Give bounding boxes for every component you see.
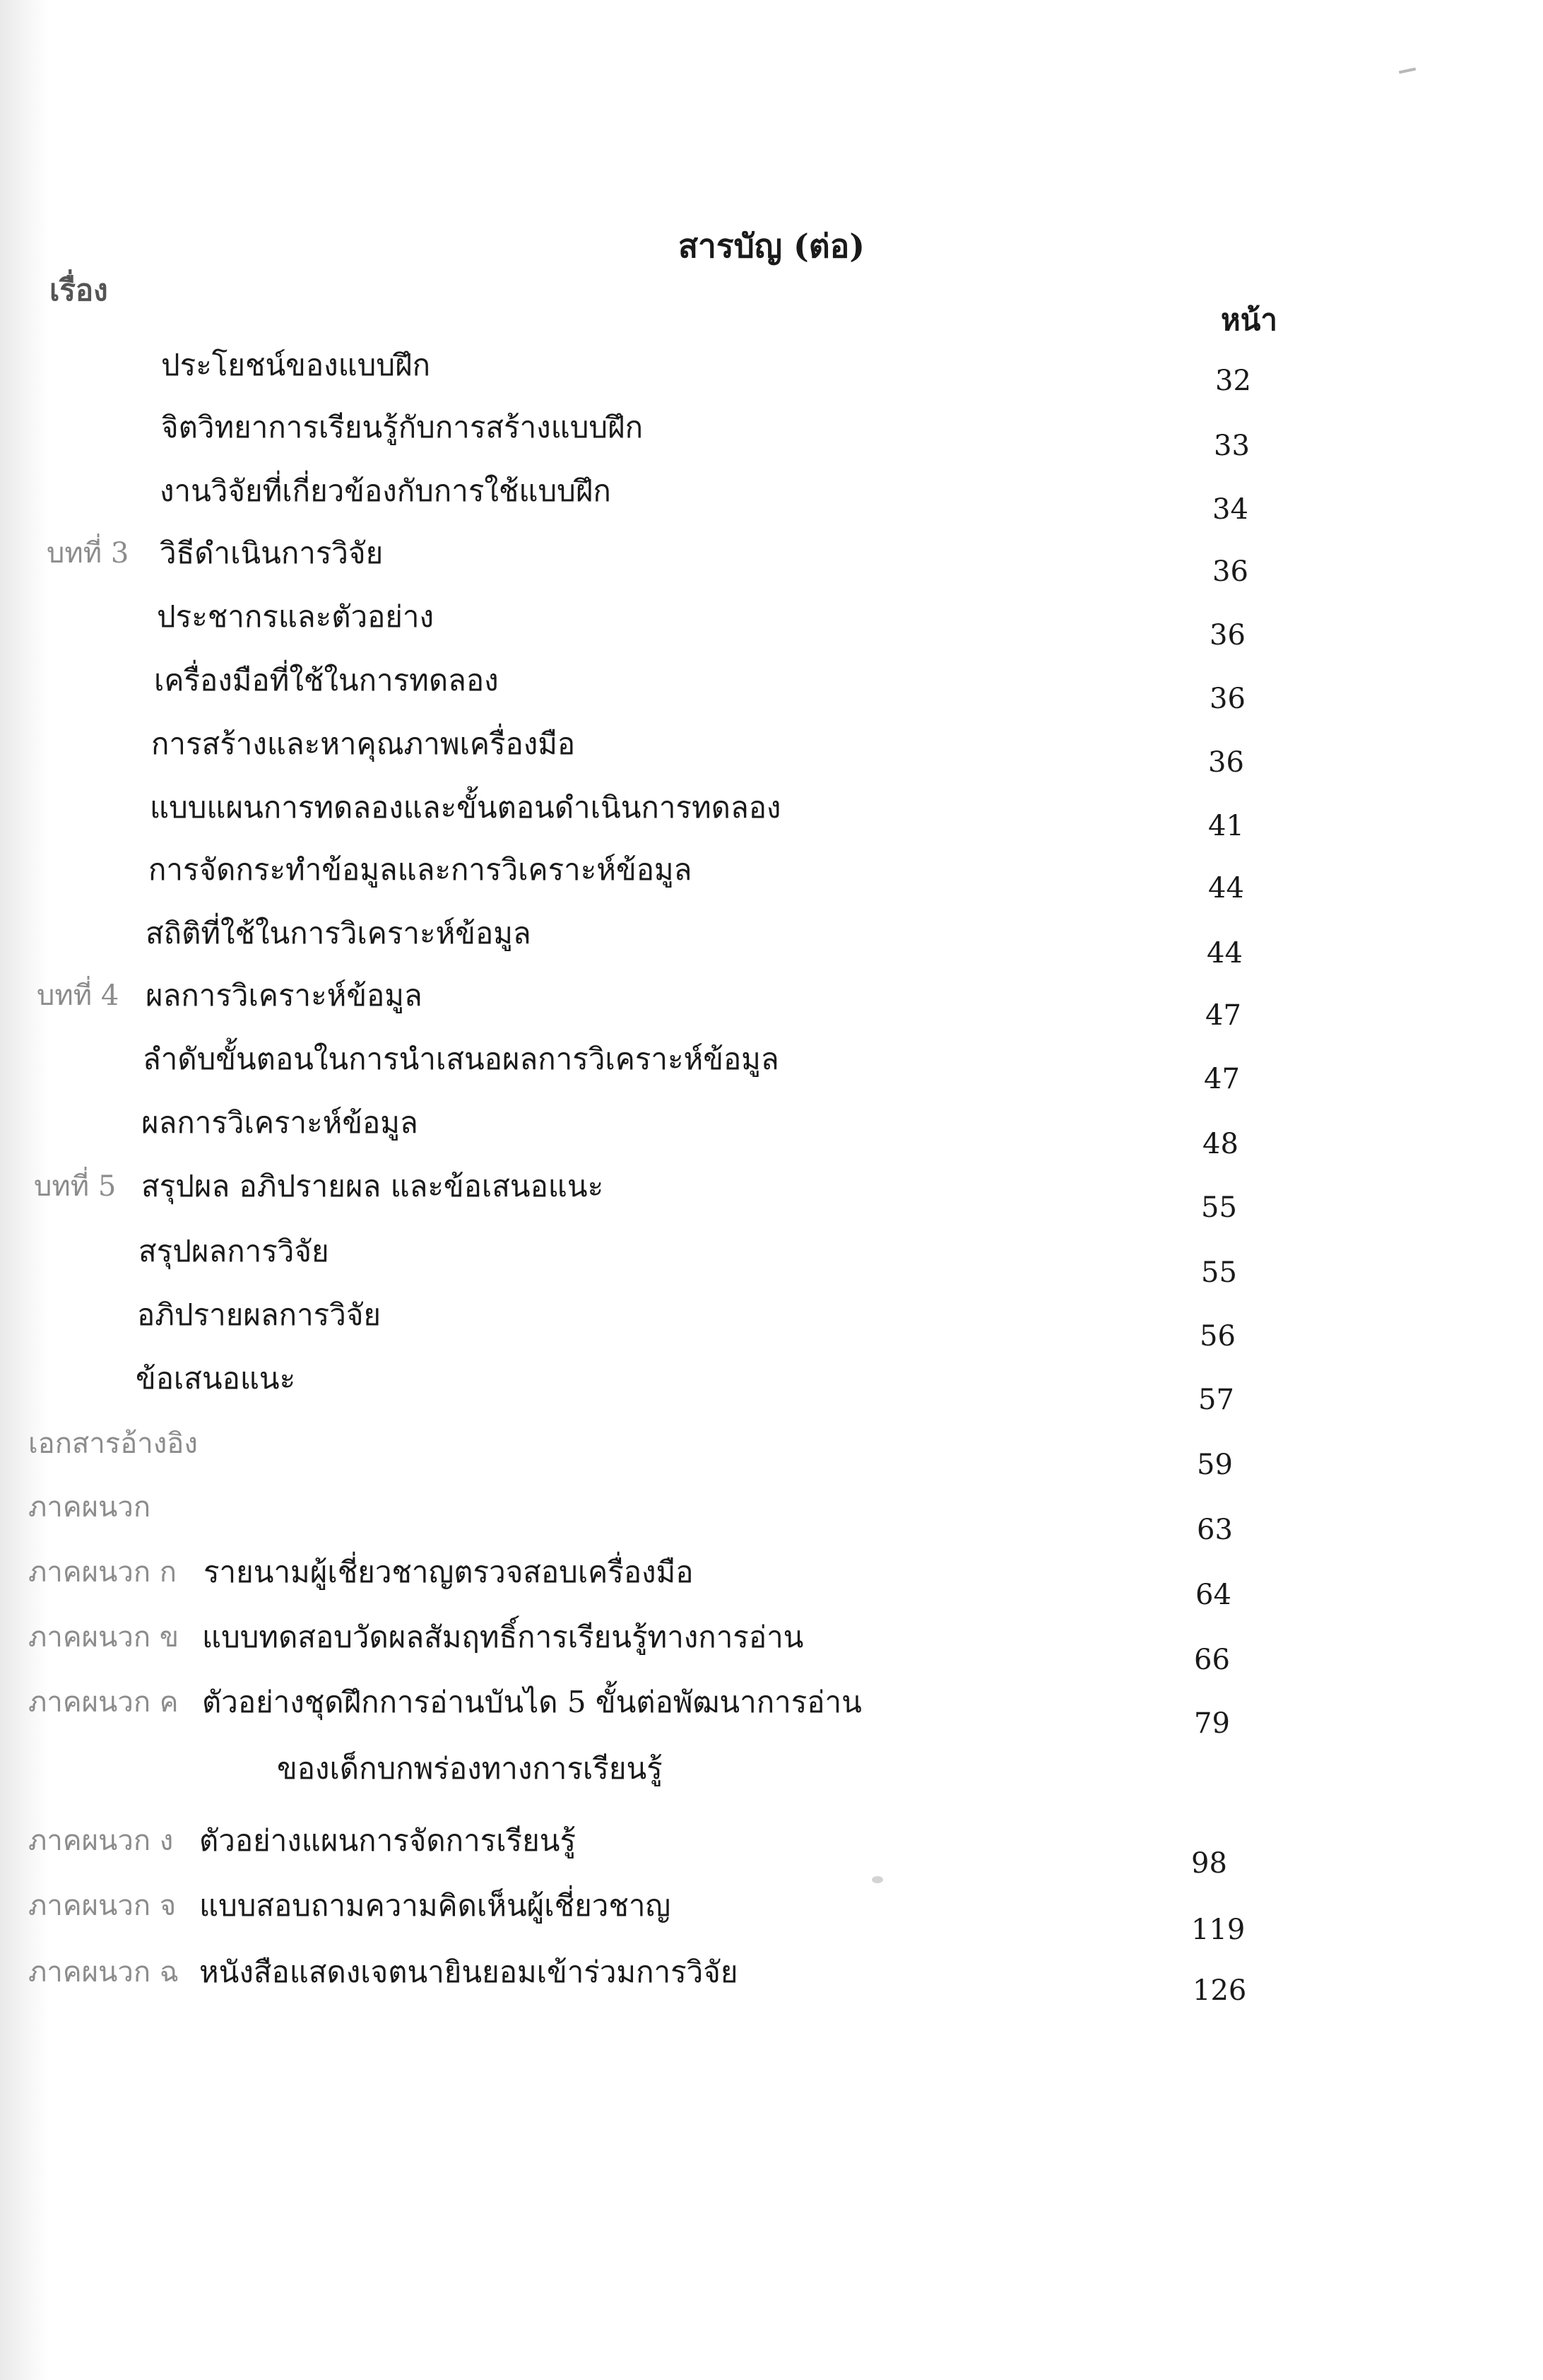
toc-page-number: 59 [1197, 1449, 1233, 1481]
toc-page-number: 98 [1191, 1847, 1227, 1880]
toc-title: ข้อเสนอแนะ [136, 1361, 296, 1396]
toc-page-number: 47 [1204, 1063, 1240, 1095]
toc-prefix: ภาคผนวก จ [28, 1890, 177, 1922]
toc-prefix: ภาคผนวก ฉ [28, 1956, 179, 1989]
toc-prefix: ภาคผนวก ค [28, 1686, 179, 1719]
toc-page-number: 126 [1193, 1974, 1247, 2007]
scan-corner-mark [1399, 68, 1416, 74]
toc-row [0, 1292, 1543, 1355]
toc-row [0, 847, 1543, 910]
toc-title: ตัวอย่างชุดฝึกการอ่านบันได 5 ขั้นต่อพัฒนาการอ่าน [202, 1685, 862, 1719]
toc-row [0, 1883, 1543, 1946]
toc-page-number: 44 [1208, 872, 1244, 905]
toc-row [0, 1679, 1543, 1743]
toc-title: วิธีดำเนินการวิจัย [160, 536, 384, 570]
toc-page-number: 36 [1210, 683, 1246, 715]
toc-prefix: เอกสารอ้างอิง [28, 1427, 198, 1460]
toc-title: แบบสอบถามความคิดเห็นผู้เชี่ยวชาญ [199, 1888, 671, 1923]
toc-prefix: ภาคผนวก [28, 1491, 151, 1524]
toc-page-number: 55 [1201, 1256, 1237, 1289]
toc-title: แบบทดสอบวัดผลสัมฤทธิ์การเรียนรู้ทางการอ่าน [202, 1620, 804, 1654]
toc-row [0, 657, 1543, 721]
page-title: สารบัญ (ต่อ) [678, 227, 865, 265]
toc-title: สถิติที่ใช้ในการวิเคราะห์ข้อมูล [146, 916, 531, 950]
toc-prefix: บทที่ 3 [47, 537, 129, 570]
toc-prefix: บทที่ 4 [37, 979, 119, 1012]
toc-page-number: 36 [1210, 619, 1246, 652]
toc-page-number: 64 [1195, 1579, 1231, 1611]
toc-page-number: 41 [1208, 810, 1244, 842]
toc-row [0, 1818, 1543, 1881]
toc-row [0, 1163, 1543, 1227]
toc-page-number: 55 [1201, 1191, 1237, 1224]
toc-page-number: 79 [1194, 1707, 1230, 1740]
toc-page-number: 44 [1207, 937, 1243, 970]
toc-title: ผลการวิเคราะห์ข้อมูล [146, 978, 422, 1013]
toc-page-number: 36 [1208, 746, 1244, 779]
toc-title: สรุปผล อภิปรายผล และข้อเสนอแนะ [141, 1169, 604, 1203]
toc-row [0, 404, 1543, 468]
toc-title: แบบแผนการทดลองและขั้นตอนดำเนินการทดลอง [150, 790, 781, 825]
toc-row [0, 530, 1543, 594]
topic-column-label: เรื่อง [49, 273, 108, 307]
toc-row [0, 1355, 1543, 1419]
toc-title: ผลการวิเคราะห์ข้อมูล [141, 1105, 418, 1140]
toc-row [0, 1420, 1543, 1484]
toc-title: จิตวิทยาการเรียนรู้กับการสร้างแบบฝึก [161, 410, 644, 444]
toc-row [0, 1614, 1543, 1678]
toc-row [0, 594, 1543, 657]
toc-title: สรุปผลการวิจัย [138, 1234, 329, 1268]
toc-prefix: ภาคผนวก ง [28, 1825, 174, 1857]
toc-prefix: ภาคผนวก ก [28, 1556, 177, 1589]
toc-row [0, 468, 1543, 531]
scan-smudge [872, 1876, 883, 1883]
toc-row [0, 784, 1543, 848]
toc-row [0, 1100, 1543, 1163]
toc-row [0, 1484, 1543, 1548]
toc-page-number: 66 [1194, 1644, 1230, 1676]
toc-title: เครื่องมือที่ใช้ในการทดลอง [154, 663, 499, 697]
toc-title: การสร้างและหาคุณภาพเครื่องมือ [151, 726, 576, 761]
toc-page-number: 48 [1202, 1128, 1238, 1160]
toc-row [0, 721, 1543, 784]
toc-row [0, 1745, 1543, 1809]
toc-row [0, 342, 1543, 406]
toc-title: รายนามผู้เชี่ยวชาญตรวจสอบเครื่องมือ [203, 1555, 694, 1589]
toc-row [0, 1228, 1543, 1292]
toc-page-number: 36 [1212, 555, 1248, 588]
toc-prefix: บทที่ 5 [34, 1170, 117, 1203]
toc-title: ตัวอย่างแผนการจัดการเรียนรู้ [199, 1823, 576, 1858]
toc-title: ประชากรและตัวอย่าง [157, 599, 434, 634]
toc-row [0, 1036, 1543, 1100]
toc-page-number: 57 [1198, 1384, 1234, 1416]
toc-row [0, 1549, 1543, 1613]
toc-title: ประโยชน์ของแบบฝึก [161, 348, 431, 382]
toc-title: งานวิจัยที่เกี่ยวข้องกับการใช้แบบฝึก [160, 473, 611, 508]
toc-page-number: 33 [1214, 430, 1250, 462]
toc-title: หนังสือแสดงเจตนายินยอมเข้าร่วมการวิจัย [199, 1955, 738, 1989]
toc-row [0, 972, 1543, 1036]
toc-page-number: 47 [1205, 999, 1241, 1032]
toc-page-number: 63 [1197, 1514, 1233, 1546]
toc-page-number: 119 [1191, 1914, 1246, 1946]
toc-title: อภิปรายผลการวิจัย [137, 1297, 382, 1332]
toc-row [0, 910, 1543, 974]
toc-page-number: 34 [1212, 493, 1248, 526]
toc-page-number: 56 [1200, 1320, 1236, 1353]
toc-title: ลำดับขั้นตอนในการนำเสนอผลการวิเคราะห์ข้อมูล [143, 1042, 779, 1076]
toc-page-number: 32 [1215, 365, 1251, 397]
toc-prefix: ภาคผนวก ข [28, 1621, 179, 1654]
toc-title: การจัดกระทำข้อมูลและการวิเคราะห์ข้อมูล [148, 852, 692, 887]
page-column-label: หน้า [1221, 302, 1277, 337]
toc-row [0, 1949, 1543, 2013]
toc-title: ของเด็กบกพร่องทางการเรียนรู้ [277, 1751, 663, 1786]
